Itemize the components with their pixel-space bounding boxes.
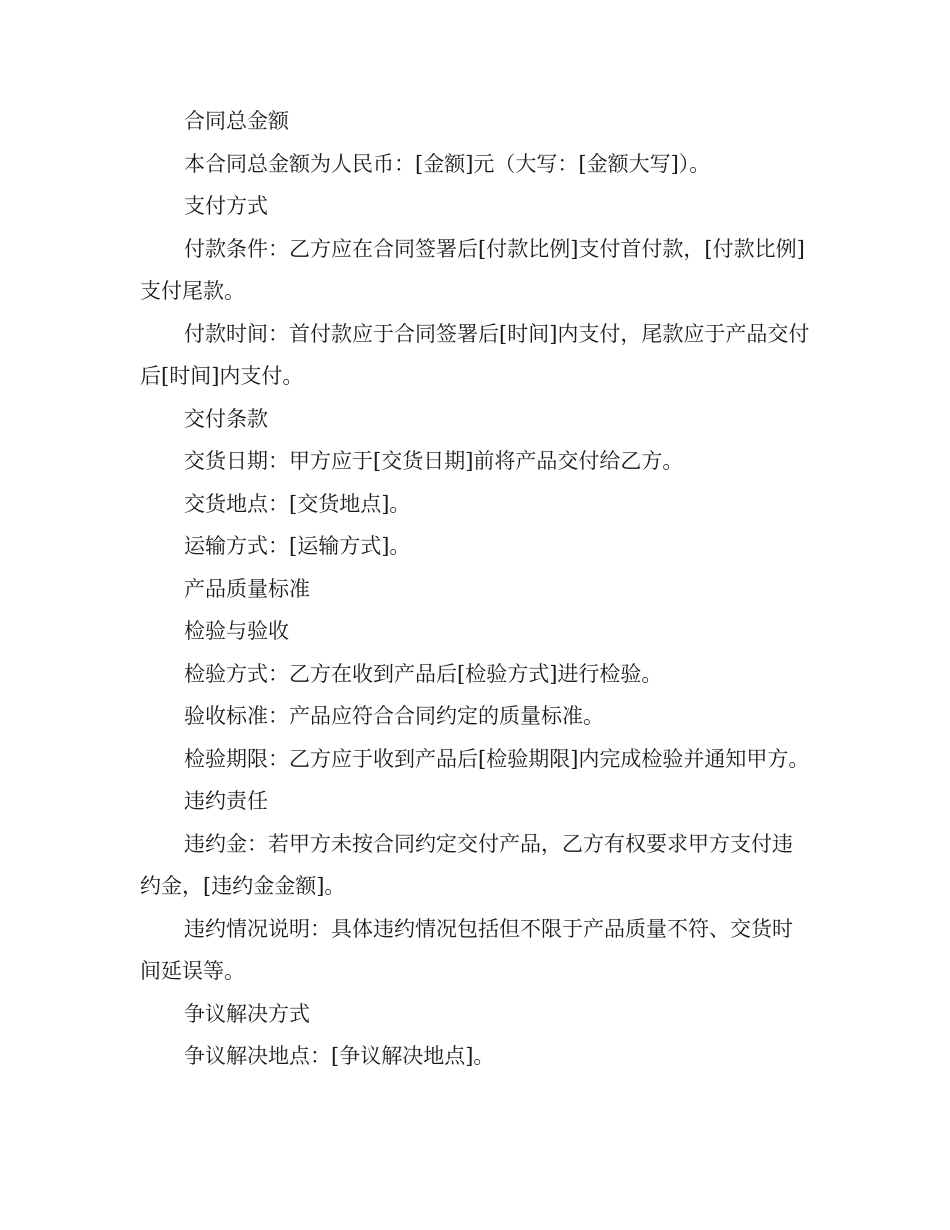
heading-quality-standard: 产品质量标准 — [184, 576, 310, 601]
heading-delivery-terms: 交付条款 — [184, 406, 268, 431]
heading-dispute-resolution: 争议解决方式 — [184, 1001, 310, 1026]
paragraph-acceptance-standard: 验收标准：产品应符合合同约定的质量标准。 — [184, 704, 604, 728]
paragraph-delivery-date: 交货日期：甲方应于[交货日期]前将产品交付给乙方。 — [184, 449, 684, 473]
paragraph-inspection-method: 检验方式：乙方在收到产品后[检验方式]进行检验。 — [184, 661, 663, 686]
heading-payment-method: 支付方式 — [184, 194, 268, 218]
paragraph-breach-description: 违约情况说明：具体违约情况包括但不限于产品质量不符、交货时间延误等。 — [140, 916, 793, 983]
paragraph-delivery-location: 交货地点：[交货地点]。 — [184, 491, 411, 516]
heading-inspection-acceptance: 检验与验收 — [184, 619, 289, 643]
heading-liability-breach: 违约责任 — [184, 789, 268, 813]
document-body — [140, 100, 810, 1078]
paragraph-payment-conditions: 付款条件：乙方应在合同签署后[付款比例]支付首付款，[付款比例]支付尾款。 — [140, 236, 805, 303]
heading-contract-total-amount: 合同总金额 — [184, 109, 289, 133]
paragraph-penalty: 违约金：若甲方未按合同约定交付产品，乙方有权要求甲方支付违约金，[违约金金额]。 — [140, 831, 793, 898]
paragraph-dispute-location: 争议解决地点：[争议解决地点]。 — [184, 1044, 495, 1068]
paragraph-total-amount: 本合同总金额为人民币：[金额]元（大写：[金额大写]）。 — [184, 151, 711, 176]
paragraph-inspection-deadline: 检验期限：乙方应于收到产品后[检验期限]内完成检验并通知甲方。 — [184, 746, 810, 771]
paragraph-transport-method: 运输方式：[运输方式]。 — [184, 534, 411, 558]
paragraph-payment-time: 付款时间：首付款应于合同签署后[时间]内支付，尾款应于产品交付后[时间]内支付。 — [140, 321, 810, 388]
